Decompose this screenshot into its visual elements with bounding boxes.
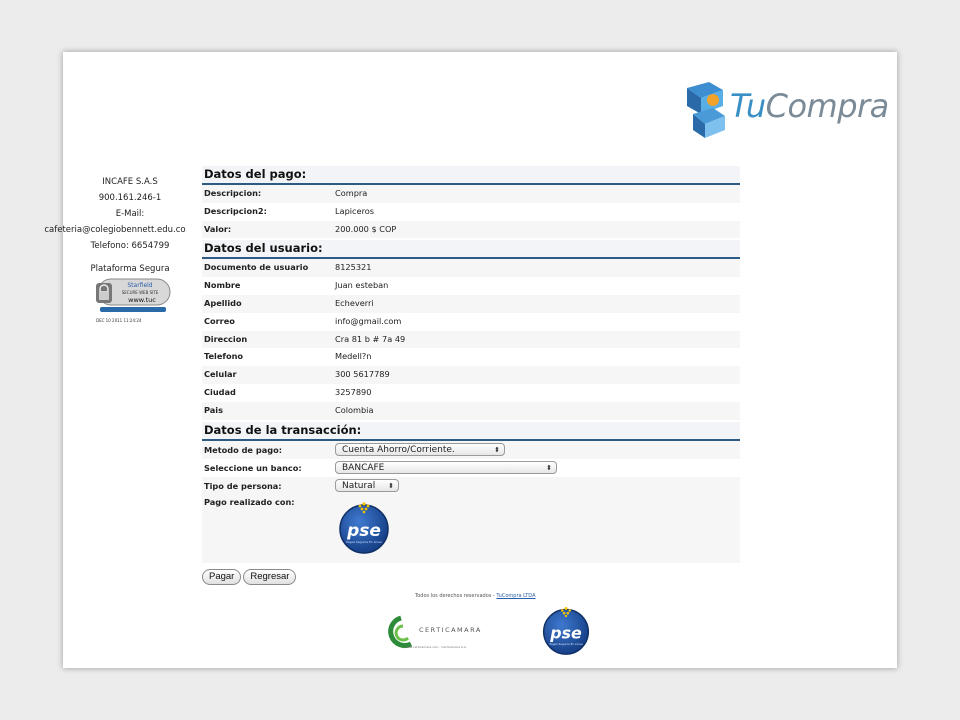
payment-section-title: Datos del pago: (202, 166, 740, 185)
user-field-value: Cra 81 b # 7a 49 (335, 333, 406, 344)
payment-field-label: Descripcion2: (204, 205, 267, 216)
select-arrows-icon: ⬍ (388, 482, 394, 491)
payment-method-select[interactable]: Cuenta Ahorro/Corriente. ⬍ (335, 443, 505, 456)
select-arrows-icon: ⬍ (494, 446, 500, 455)
svg-text:pse: pse (550, 623, 582, 643)
user-field-row (202, 313, 740, 331)
payment-method-label: Metodo de pago: (204, 444, 282, 455)
merchant-email: cafeteria@colegiobennett.edu.co (44, 225, 186, 235)
payment-field-row (202, 203, 740, 221)
svg-text:CERTICAMARA: CERTICAMARA (419, 626, 482, 634)
bank-select[interactable]: BANCAFE ⬍ (335, 461, 557, 474)
svg-text:www.certicamara.com - Certicam: www.certicamara.com - Certicamara S.A. (405, 645, 467, 649)
user-field-label: Correo (204, 315, 235, 326)
user-field-label: Telefono (204, 351, 244, 362)
user-field-label: Pais (204, 404, 223, 415)
user-field-row (202, 348, 740, 366)
footer-company-link[interactable]: TuCompra LTDA (496, 593, 536, 599)
logo-wordmark: TuCompra (730, 87, 889, 125)
merchant-name: INCAFE S.A.S (102, 177, 158, 187)
secure-platform-label: Plataforma Segura (90, 264, 170, 274)
svg-text:DEC 10 2011 11:24:24: DEC 10 2011 11:24:24 (96, 318, 142, 323)
payment-field-value: 200.000 $ COP (335, 223, 397, 234)
user-field-value: Colombia (335, 404, 374, 415)
payment-field-row (202, 185, 740, 203)
user-field-row (202, 402, 740, 420)
select-arrows-icon: ⬍ (546, 464, 552, 473)
merchant-email-label: E-Mail: (115, 209, 145, 219)
user-field-row (202, 331, 740, 349)
user-field-label: Direccion (204, 333, 248, 344)
person-type-row (202, 477, 740, 495)
user-field-label: Nombre (204, 280, 241, 291)
user-field-value: 8125321 (335, 262, 372, 273)
person-type-select[interactable]: Natural ⬍ (335, 479, 399, 492)
transaction-details (202, 441, 740, 563)
payment-field-label: Descripcion: (204, 188, 262, 198)
user-field-value: info@gmail.com (335, 315, 402, 326)
svg-text:pse: pse (347, 520, 381, 541)
user-field-row (202, 295, 740, 313)
merchant-info (44, 174, 200, 277)
transaction-section-title: Datos de la transacción: (202, 422, 740, 441)
user-field-label: Documento de usuario (204, 262, 309, 273)
paid-with-row (202, 495, 740, 563)
svg-text:www.tuc: www.tuc (128, 296, 156, 304)
user-field-value: Echeverri (335, 297, 374, 308)
pay-button[interactable]: Pagar (202, 569, 241, 585)
user-field-label: Apellido (204, 297, 242, 308)
certicamara-logo[interactable] (383, 612, 493, 652)
user-details (202, 259, 740, 419)
svg-text:Starfield: Starfield (127, 282, 153, 289)
bank-label: Seleccione un banco: (204, 462, 302, 473)
svg-text:SECURE WEB SITE: SECURE WEB SITE (121, 290, 159, 295)
payment-field-value: Lapiceros (335, 205, 375, 216)
user-section-title: Datos del usuario: (202, 240, 740, 259)
bank-row (202, 459, 740, 477)
payment-field-value: Compra (335, 188, 368, 198)
starfield-secure-seal[interactable] (94, 277, 172, 325)
pse-footer-logo[interactable] (539, 602, 593, 656)
user-field-value: Juan esteban (335, 280, 389, 291)
person-type-label: Tipo de persona: (204, 480, 282, 491)
payment-form (202, 166, 740, 585)
merchant-nit: 900.161.246-1 (98, 193, 162, 203)
paid-with-label: Pago realizado con: (204, 496, 295, 507)
footer-rights: Todos los derechos reservados - TuCompra LTDA (415, 593, 536, 599)
user-field-label: Ciudad (204, 386, 236, 397)
user-field-row (202, 366, 740, 384)
form-buttons (202, 569, 740, 585)
merchant-phone: Telefono: 6654799 (90, 241, 170, 251)
user-field-row (202, 259, 740, 277)
user-field-row (202, 384, 740, 402)
user-field-value: Medell?n (335, 351, 372, 362)
user-field-value: 300 5617789 (335, 369, 390, 380)
user-field-row (202, 277, 740, 295)
svg-text:Pagos Seguros En Línea: Pagos Seguros En Línea (346, 539, 382, 544)
user-field-label: Celular (204, 369, 237, 380)
pse-logo[interactable] (335, 497, 393, 555)
svg-text:Pagos Seguros En Línea: Pagos Seguros En Línea (549, 641, 583, 646)
payment-method-row (202, 441, 740, 459)
payment-field-row (202, 221, 740, 239)
user-field-value: 3257890 (335, 386, 372, 397)
payment-field-label: Valor: (204, 223, 232, 234)
payment-details (202, 185, 740, 238)
back-button[interactable]: Regresar (243, 569, 296, 585)
